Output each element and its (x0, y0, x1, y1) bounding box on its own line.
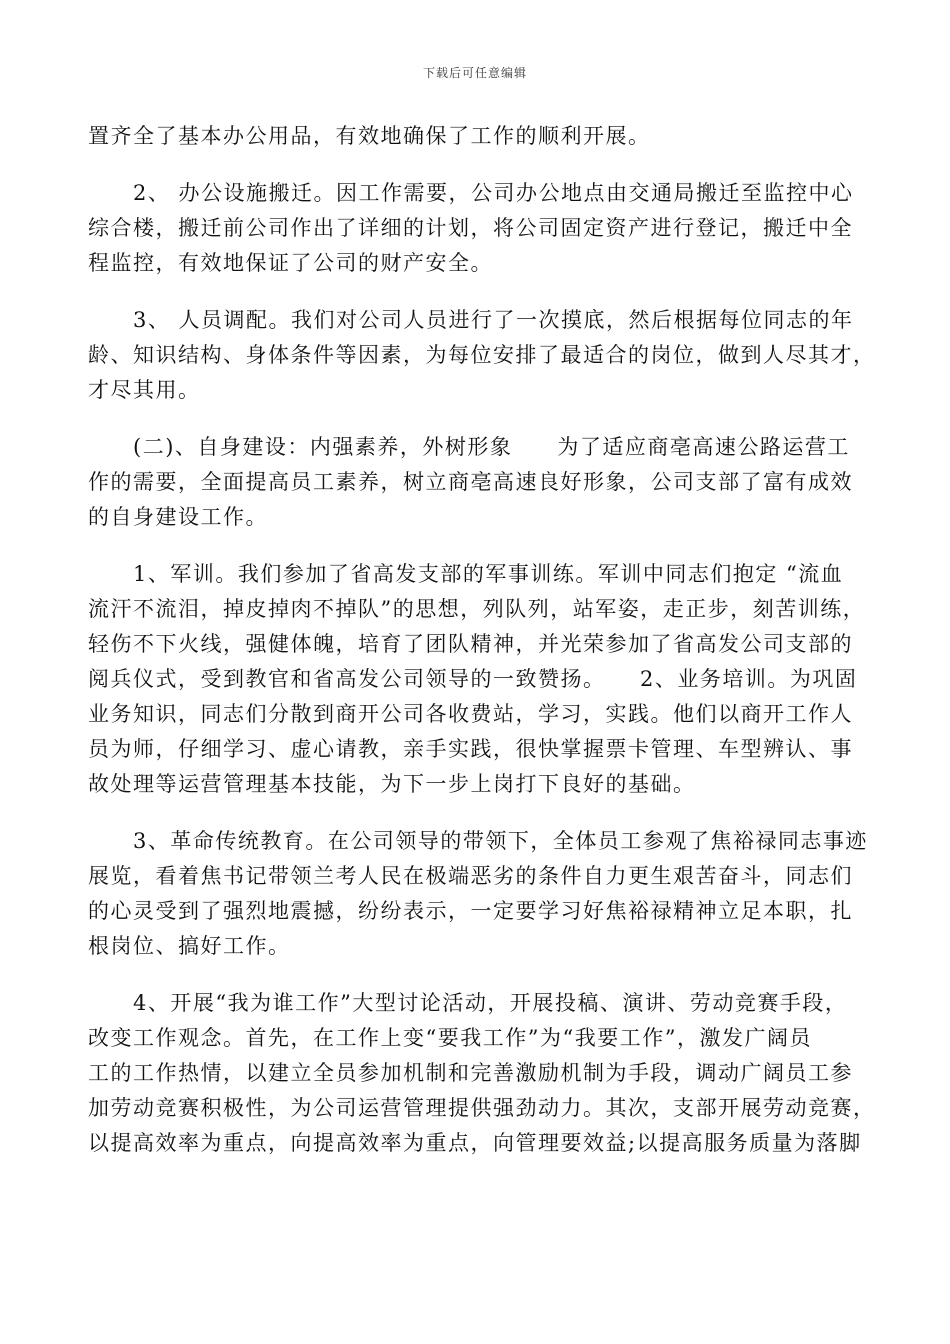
text-line: 3、革命传统教育。在公司领导的带领下，全体员工参观了焦裕禄同志事迹 (88, 829, 868, 853)
document-body (88, 119, 876, 1183)
text-line: 展览，看着焦书记带领兰考人民在极端恶劣的条件自力更生艰苦奋斗，同志们 (88, 864, 853, 888)
paragraph (88, 176, 863, 281)
text-line: 以提高效率为重点，向提高效率为重点，向管理要效益;以提高服务质量为落脚 (88, 1131, 862, 1155)
text-line: 的心灵受到了强烈地震撼，纷纷表示，一定要学习好焦裕禄精神立足本职，扎 (88, 899, 853, 923)
text-line: 程监控，有效地保证了公司的财产安全。 (88, 251, 493, 275)
text-line: 轻伤不下火线，强健体魄，培育了团队精神，并光荣参加了省高发公司支部的 (88, 632, 853, 656)
text-line: 2、 办公设施搬迁。因工作需要，公司办公地点由交通局搬迁至监控中心 (88, 181, 854, 205)
text-line: 龄、知识结构、身体条件等因素，为每位安排了最适合的岗位，做到人尽其才， (88, 343, 876, 367)
text-line: 的自身建设工作。 (88, 505, 268, 529)
text-line: 业务知识，同志们分散到商开公司各收费站，学习，实践。他们以商开工作人 (88, 702, 853, 726)
paragraph (88, 986, 876, 1161)
text-line: 3、 人员调配。我们对公司人员进行了一次摸底，然后根据每位同志的年 (88, 308, 854, 332)
text-line: 才尽其用。 (88, 378, 201, 402)
text-line: 阅兵仪式，受到教官和省高发公司领导的一致赞扬。 2、业务培训。为巩固 (88, 667, 858, 691)
text-line: 根岗位、搞好工作。 (88, 934, 291, 958)
text-line: 作的需要，全面提高员工素养，树立商亳高速良好形象，公司支部了富有成效 (88, 470, 853, 494)
page-header-note: 下载后可任意编辑 (422, 66, 527, 80)
text-line: 4、开展“我为谁工作”大型讨论活动，开展投稿、演讲、劳动竞赛手段， (88, 991, 848, 1015)
paragraph (88, 119, 863, 154)
text-line: 员为师，仔细学习、虚心请教，亲手实践，很快掌握票卡管理、车型辨认、事 (88, 737, 853, 761)
text-line: (二)、自身建设：内强素养，外树形象 为了适应商亳高速公路运营工 (88, 435, 850, 459)
paragraph (88, 557, 866, 802)
text-line: 加劳动竞赛积极性，为公司运营管理提供强劲动力。其次，支部开展劳动竞赛， (88, 1096, 876, 1120)
text-line: 综合楼，搬迁前公司作出了详细的计划，将公司固定资产进行登记，搬迁中全 (88, 216, 853, 240)
text-line: 改变工作观念。首先，在工作上变“要我工作”为“我要工作”，激发广阔员 (88, 1026, 812, 1050)
paragraph (88, 824, 868, 964)
paragraph (88, 430, 863, 535)
paragraph (88, 303, 876, 408)
text-line: 置齐全了基本办公用品，有效地确保了工作的顺利开展。 (88, 124, 651, 148)
text-line: 故处理等运营管理基本技能，为下一步上岗打下良好的基础。 (88, 772, 696, 796)
text-line: 工的工作热情，以建立全员参加机制和完善激励机制为手段，调动广阔员工参 (88, 1061, 853, 1085)
text-line: 流汗不流泪，掉皮掉肉不掉队”的思想，列队列，站军姿，走正步，刻苦训练， (88, 597, 866, 621)
text-line: 1、军训。我们参加了省高发支部的军事训练。军训中同志们抱定 “流血 (88, 562, 844, 586)
